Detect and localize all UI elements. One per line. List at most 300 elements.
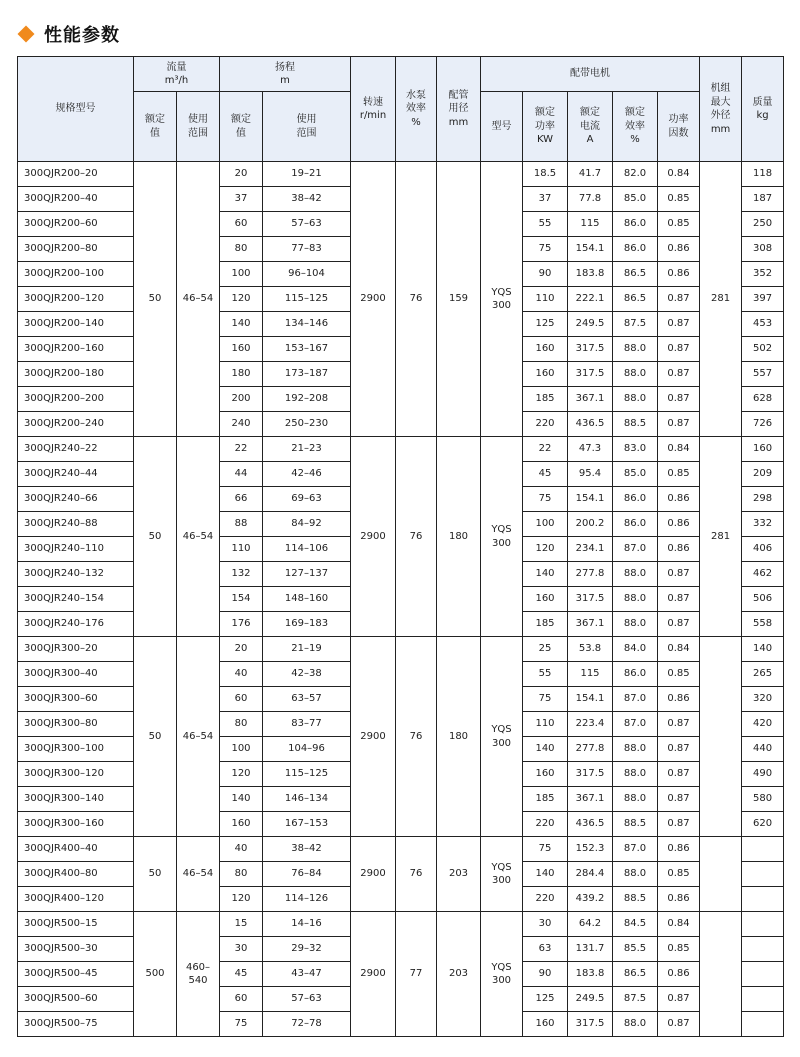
cell-motor-efficiency: 82.0 [613,162,658,187]
cell-power-factor: 0.85 [658,187,700,212]
cell-power-factor: 0.84 [658,162,700,187]
cell-head-range: 114–126 [263,887,351,912]
cell-power-factor: 0.87 [658,762,700,787]
cell-rated-current: 284.4 [568,862,613,887]
cell-pump-efficiency: 76 [396,437,437,637]
header-pipe-diameter: 配管 用径 mm [437,57,481,162]
cell-mass: 502 [742,337,784,362]
cell-motor-efficiency: 88.0 [613,737,658,762]
cell-mass: 209 [742,462,784,487]
cell-model: 300QJR200–140 [18,312,134,337]
cell-power-factor: 0.85 [658,862,700,887]
motor-type-line-1: YQS [491,286,512,298]
cell-model: 300QJR500–15 [18,912,134,937]
table-row [18,637,784,662]
cell-head-range: 134–146 [263,312,351,337]
cell-rated-current: 47.3 [568,437,613,462]
cell-power-factor: 0.86 [658,537,700,562]
cell-mass: 506 [742,587,784,612]
cell-flow-rated: 50 [134,637,177,837]
cell-rated-power: 220 [523,412,568,437]
header-power-factor: 功率 因数 [658,92,700,162]
cell-power-factor: 0.86 [658,962,700,987]
cell-rated-current: 436.5 [568,812,613,837]
header-speed: 转速 r/min [351,57,396,162]
cell-power-factor: 0.85 [658,937,700,962]
cell-rated-power: 140 [523,737,568,762]
cell-head-range: 146–134 [263,787,351,812]
cell-rated-power: 90 [523,262,568,287]
cell-rated-power: 160 [523,762,568,787]
cell-rated-current: 367.1 [568,787,613,812]
cell-head-rated: 160 [220,812,263,837]
cell-head-rated: 140 [220,312,263,337]
cell-motor-efficiency: 86.5 [613,262,658,287]
cell-head-rated: 37 [220,187,263,212]
cell-model: 300QJR500–30 [18,937,134,962]
cell-motor-efficiency: 86.0 [613,237,658,262]
cell-mass [742,937,784,962]
cell-flow-range: 460–540 [177,912,220,1037]
cell-mass: 397 [742,287,784,312]
cell-model: 300QJR500–75 [18,1012,134,1037]
cell-rated-current: 77.8 [568,187,613,212]
cell-head-rated: 120 [220,887,263,912]
cell-rated-power: 140 [523,862,568,887]
cell-rated-current: 367.1 [568,387,613,412]
cell-motor-efficiency: 88.0 [613,587,658,612]
cell-speed: 2900 [351,912,396,1037]
cell-mass: 352 [742,262,784,287]
cell-rated-current: 317.5 [568,762,613,787]
cell-flow-rated: 500 [134,912,177,1037]
cell-head-rated: 20 [220,162,263,187]
cell-head-rated: 140 [220,787,263,812]
cell-rated-power: 220 [523,887,568,912]
cell-rated-current: 367.1 [568,612,613,637]
cell-max-outer-diameter [700,837,742,912]
page-title: 性能参数 [44,25,120,46]
cell-rated-current: 95.4 [568,462,613,487]
cell-head-rated: 80 [220,712,263,737]
cell-rated-current: 249.5 [568,312,613,337]
motor-type-line-2: 300 [491,537,512,549]
cell-power-factor: 0.87 [658,562,700,587]
motor-type-line-1: YQS [491,724,512,735]
cell-pump-efficiency: 77 [396,912,437,1037]
cell-rated-current: 115 [568,212,613,237]
cell-flow-rated: 50 [134,437,177,637]
cell-power-factor: 0.84 [658,912,700,937]
cell-speed: 2900 [351,837,396,912]
cell-motor-efficiency: 88.0 [613,562,658,587]
cell-rated-current: 183.8 [568,962,613,987]
cell-model: 300QJR400–80 [18,862,134,887]
cell-head-range: 169–183 [263,612,351,637]
cell-head-range: 42–46 [263,462,351,487]
cell-head-range: 57–63 [263,987,351,1012]
cell-head-rated: 20 [220,637,263,662]
header-rated-power: 额定 功率 KW [523,92,568,162]
cell-motor-efficiency: 88.0 [613,762,658,787]
cell-motor-efficiency: 87.5 [613,312,658,337]
cell-motor-efficiency: 88.5 [613,412,658,437]
cell-motor-efficiency: 87.5 [613,987,658,1012]
cell-head-range: 173–187 [263,362,351,387]
cell-rated-power: 100 [523,512,568,537]
cell-model: 300QJR500–45 [18,962,134,987]
cell-head-range: 167–153 [263,812,351,837]
cell-motor-type [481,637,523,837]
cell-model: 300QJR200–60 [18,212,134,237]
cell-rated-current: 154.1 [568,237,613,262]
cell-pump-efficiency: 76 [396,637,437,837]
table-row [18,912,784,937]
cell-head-range: 38–42 [263,837,351,862]
cell-flow-range: 46–54 [177,437,220,637]
cell-mass: 628 [742,387,784,412]
section-header [16,20,120,48]
cell-rated-current: 277.8 [568,737,613,762]
cell-mass: 140 [742,637,784,662]
motor-type-line-1: YQS [491,861,512,873]
cell-motor-efficiency: 88.0 [613,612,658,637]
cell-pipe-diameter: 203 [437,912,481,1037]
cell-power-factor: 0.87 [658,1012,700,1037]
performance-table [17,56,784,1037]
cell-power-factor: 0.84 [658,637,700,662]
cell-head-rated: 176 [220,612,263,637]
cell-motor-efficiency: 87.0 [613,712,658,737]
cell-mass [742,912,784,937]
cell-model: 300QJR240–176 [18,612,134,637]
cell-motor-efficiency: 86.5 [613,287,658,312]
cell-head-range: 148–160 [263,587,351,612]
cell-head-range: 19–21 [263,162,351,187]
table-row [18,162,784,187]
cell-motor-efficiency: 87.0 [613,687,658,712]
cell-model: 300QJR300–100 [18,737,134,762]
cell-model: 300QJR200–80 [18,237,134,262]
cell-rated-power: 160 [523,362,568,387]
cell-head-rated: 22 [220,437,263,462]
cell-head-range: 21–19 [263,637,351,662]
motor-type-line-2: 300 [491,975,512,986]
cell-model: 300QJR300–140 [18,787,134,812]
cell-mass: 250 [742,212,784,237]
cell-pipe-diameter: 180 [437,437,481,637]
cell-rated-current: 222.1 [568,287,613,312]
header-head-range: 使用 范围 [263,92,351,162]
diamond-bullet-icon [18,26,35,43]
cell-motor-efficiency: 85.5 [613,937,658,962]
cell-power-factor: 0.84 [658,437,700,462]
cell-pump-efficiency: 76 [396,162,437,437]
cell-model: 300QJR300–80 [18,712,134,737]
cell-flow-range: 46–54 [177,162,220,437]
cell-power-factor: 0.86 [658,487,700,512]
cell-model: 300QJR200–200 [18,387,134,412]
cell-power-factor: 0.87 [658,412,700,437]
cell-max-outer-diameter: 281 [700,437,742,637]
cell-model: 300QJR200–180 [18,362,134,387]
cell-power-factor: 0.87 [658,612,700,637]
cell-head-range: 250–230 [263,412,351,437]
cell-rated-power: 185 [523,787,568,812]
header-motor-efficiency: 额定 效率 % [613,92,658,162]
cell-rated-power: 110 [523,712,568,737]
cell-rated-power: 37 [523,187,568,212]
cell-rated-power: 75 [523,237,568,262]
cell-model: 300QJR240–154 [18,587,134,612]
cell-rated-power: 125 [523,312,568,337]
cell-mass: 558 [742,612,784,637]
cell-rated-current: 249.5 [568,987,613,1012]
cell-rated-power: 25 [523,637,568,662]
cell-rated-power: 63 [523,937,568,962]
cell-head-range: 115–125 [263,287,351,312]
header-rated-current: 额定 电流 A [568,92,613,162]
cell-power-factor: 0.86 [658,262,700,287]
cell-model: 300QJR500–60 [18,987,134,1012]
header-pump-efficiency: 水泵 效率 % [396,57,437,162]
cell-rated-power: 22 [523,437,568,462]
cell-motor-efficiency: 88.0 [613,387,658,412]
motor-type-line-1: YQS [491,524,512,535]
cell-motor-efficiency: 86.0 [613,487,658,512]
cell-flow-range: 46–54 [177,637,220,837]
cell-rated-current: 115 [568,662,613,687]
cell-head-rated: 75 [220,1012,263,1037]
cell-pipe-diameter: 203 [437,837,481,912]
cell-head-range: 115–125 [263,762,351,787]
cell-pipe-diameter: 159 [437,162,481,437]
cell-head-rated: 154 [220,587,263,612]
cell-head-range: 42–38 [263,662,351,687]
cell-power-factor: 0.86 [658,512,700,537]
cell-head-rated: 88 [220,512,263,537]
cell-motor-efficiency: 84.5 [613,912,658,937]
cell-model: 300QJR240–22 [18,437,134,462]
cell-rated-current: 317.5 [568,362,613,387]
cell-power-factor: 0.87 [658,287,700,312]
cell-rated-current: 317.5 [568,337,613,362]
cell-motor-type [481,912,523,1037]
cell-mass: 320 [742,687,784,712]
table-body [18,162,784,1037]
cell-head-range: 77–83 [263,237,351,262]
cell-rated-current: 183.8 [568,262,613,287]
header-head: 扬程 m [220,57,351,92]
cell-rated-power: 140 [523,562,568,587]
header-motor-type: 型号 [481,92,523,162]
cell-pump-efficiency: 76 [396,837,437,912]
cell-mass: 298 [742,487,784,512]
cell-rated-power: 90 [523,962,568,987]
cell-rated-power: 75 [523,687,568,712]
cell-motor-efficiency: 86.5 [613,962,658,987]
cell-rated-current: 154.1 [568,687,613,712]
cell-head-range: 57–63 [263,212,351,237]
cell-head-rated: 15 [220,912,263,937]
cell-rated-current: 317.5 [568,587,613,612]
cell-head-range: 83–77 [263,712,351,737]
cell-mass: 160 [742,437,784,462]
cell-head-range: 14–16 [263,912,351,937]
cell-head-rated: 110 [220,537,263,562]
cell-head-rated: 132 [220,562,263,587]
cell-head-rated: 60 [220,212,263,237]
cell-rated-power: 220 [523,812,568,837]
cell-mass [742,987,784,1012]
cell-power-factor: 0.87 [658,712,700,737]
cell-power-factor: 0.85 [658,212,700,237]
cell-rated-current: 223.4 [568,712,613,737]
cell-model: 300QJR200–100 [18,262,134,287]
cell-head-rated: 30 [220,937,263,962]
cell-model: 300QJR200–120 [18,287,134,312]
cell-rated-current: 154.1 [568,487,613,512]
cell-motor-efficiency: 87.0 [613,537,658,562]
cell-mass: 440 [742,737,784,762]
cell-mass [742,862,784,887]
cell-rated-current: 53.8 [568,637,613,662]
table-row [18,837,784,862]
cell-motor-efficiency: 88.0 [613,362,658,387]
cell-head-rated: 60 [220,687,263,712]
cell-model: 300QJR300–60 [18,687,134,712]
header-motor: 配带电机 [481,57,700,92]
cell-mass [742,1012,784,1037]
cell-rated-power: 160 [523,587,568,612]
cell-power-factor: 0.87 [658,737,700,762]
cell-mass: 490 [742,762,784,787]
cell-motor-efficiency: 84.0 [613,637,658,662]
header-head-rated: 额定 值 [220,92,263,162]
cell-speed: 2900 [351,637,396,837]
cell-power-factor: 0.87 [658,312,700,337]
cell-head-range: 21–23 [263,437,351,462]
cell-motor-efficiency: 87.0 [613,837,658,862]
cell-rated-current: 152.3 [568,837,613,862]
cell-model: 300QJR200–160 [18,337,134,362]
cell-power-factor: 0.86 [658,837,700,862]
header-flow: 流量 m³/h [134,57,220,92]
cell-motor-efficiency: 86.0 [613,512,658,537]
cell-head-range: 84–92 [263,512,351,537]
cell-mass: 453 [742,312,784,337]
cell-rated-current: 436.5 [568,412,613,437]
cell-motor-efficiency: 85.0 [613,462,658,487]
cell-model: 300QJR240–110 [18,537,134,562]
cell-max-outer-diameter [700,912,742,1037]
cell-head-rated: 120 [220,287,263,312]
table-row [18,437,784,462]
cell-head-rated: 120 [220,762,263,787]
cell-mass: 726 [742,412,784,437]
motor-type-line-2: 300 [491,300,512,311]
cell-rated-power: 160 [523,337,568,362]
cell-head-range: 104–96 [263,737,351,762]
cell-rated-power: 160 [523,1012,568,1037]
cell-motor-efficiency: 88.5 [613,887,658,912]
cell-head-range: 127–137 [263,562,351,587]
cell-rated-power: 45 [523,462,568,487]
cell-rated-current: 317.5 [568,1012,613,1037]
cell-rated-current: 234.1 [568,537,613,562]
cell-motor-type [481,162,523,437]
cell-rated-current: 64.2 [568,912,613,937]
cell-head-range: 153–167 [263,337,351,362]
cell-head-range: 29–32 [263,937,351,962]
cell-model: 300QJR240–44 [18,462,134,487]
cell-motor-efficiency: 88.0 [613,1012,658,1037]
cell-model: 300QJR200–240 [18,412,134,437]
cell-mass: 187 [742,187,784,212]
cell-model: 300QJR200–20 [18,162,134,187]
cell-power-factor: 0.87 [658,987,700,1012]
cell-pipe-diameter: 180 [437,637,481,837]
cell-head-rated: 100 [220,262,263,287]
cell-head-rated: 40 [220,662,263,687]
cell-speed: 2900 [351,162,396,437]
cell-head-range: 96–104 [263,262,351,287]
cell-model: 300QJR300–120 [18,762,134,787]
cell-head-rated: 60 [220,987,263,1012]
cell-power-factor: 0.87 [658,787,700,812]
cell-model: 300QJR400–40 [18,837,134,862]
cell-model: 300QJR400–120 [18,887,134,912]
cell-motor-efficiency: 83.0 [613,437,658,462]
cell-head-range: 192–208 [263,387,351,412]
cell-head-range: 63–57 [263,687,351,712]
cell-rated-current: 200.2 [568,512,613,537]
cell-model: 300QJR240–66 [18,487,134,512]
cell-rated-power: 75 [523,837,568,862]
cell-head-rated: 44 [220,462,263,487]
cell-model: 300QJR300–40 [18,662,134,687]
cell-mass: 406 [742,537,784,562]
cell-mass: 620 [742,812,784,837]
cell-rated-power: 55 [523,212,568,237]
cell-head-rated: 66 [220,487,263,512]
cell-rated-power: 185 [523,612,568,637]
cell-motor-efficiency: 86.0 [613,212,658,237]
cell-head-rated: 180 [220,362,263,387]
cell-power-factor: 0.87 [658,362,700,387]
cell-rated-power: 55 [523,662,568,687]
cell-rated-power: 110 [523,287,568,312]
cell-head-range: 43–47 [263,962,351,987]
cell-flow-range: 46–54 [177,837,220,912]
cell-motor-efficiency: 88.0 [613,787,658,812]
cell-max-outer-diameter: 281 [700,162,742,437]
cell-motor-efficiency: 88.5 [613,812,658,837]
cell-motor-efficiency: 88.0 [613,337,658,362]
cell-rated-power: 30 [523,912,568,937]
cell-rated-power: 185 [523,387,568,412]
cell-mass: 265 [742,662,784,687]
cell-rated-power: 125 [523,987,568,1012]
header-model: 规格型号 [18,57,134,162]
cell-power-factor: 0.87 [658,812,700,837]
cell-flow-rated: 50 [134,162,177,437]
cell-mass: 308 [742,237,784,262]
cell-mass [742,887,784,912]
cell-rated-current: 439.2 [568,887,613,912]
header-flow-rated: 额定 值 [134,92,177,162]
cell-head-rated: 80 [220,237,263,262]
